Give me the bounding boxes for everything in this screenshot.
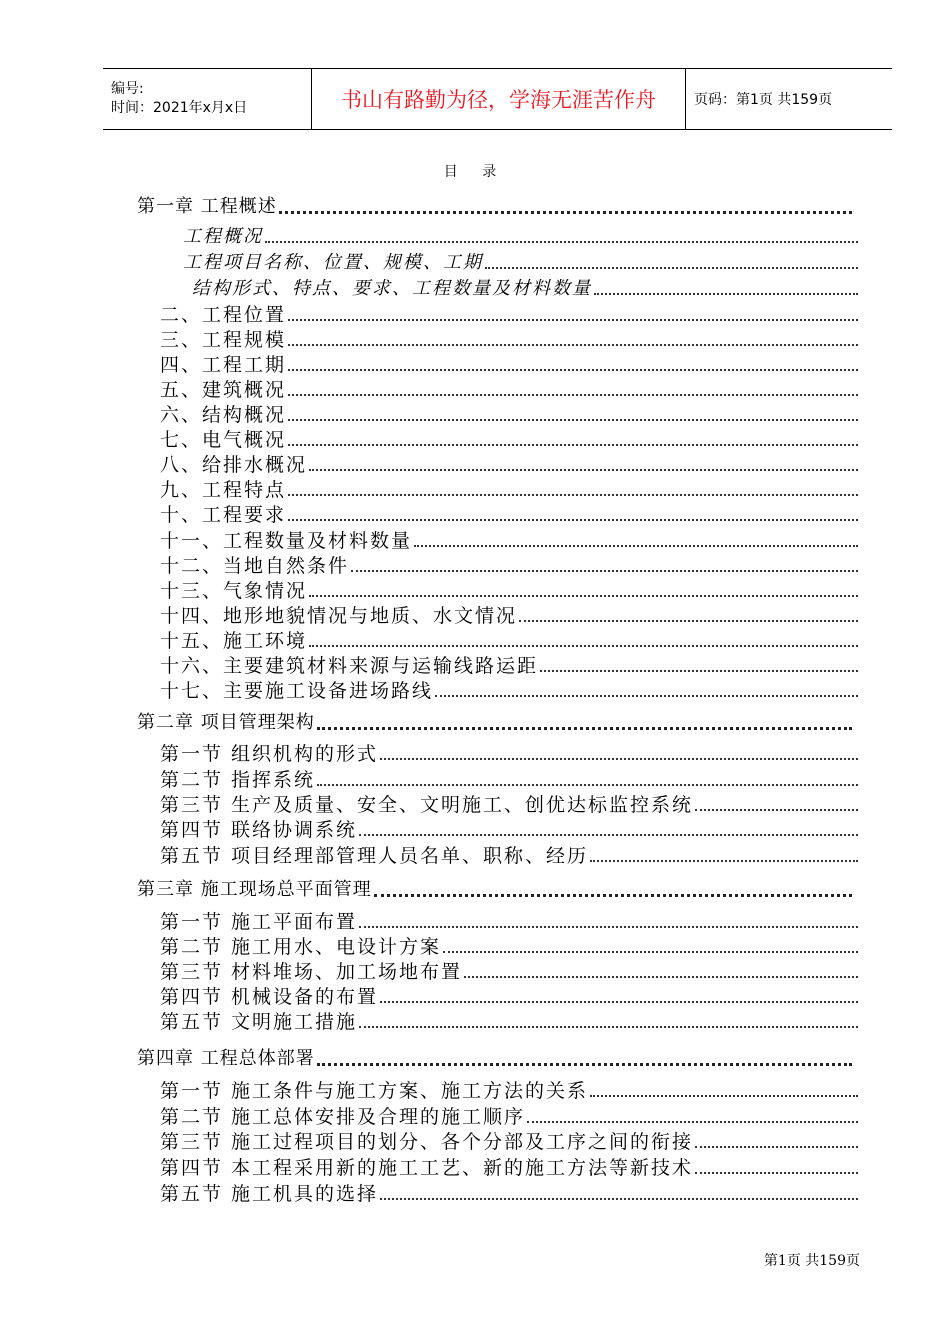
header-right-cell [686,69,892,129]
toc-leader-dots [309,468,858,471]
toc-entry-label: 工程概况 [183,226,263,247]
toc-entry-label: 五、建筑概况 [160,379,287,401]
toc-entry[interactable] [160,652,858,677]
toc-chapter[interactable] [137,193,852,218]
motto-text: 书山有路勤为径，学海无涯苦作舟 [341,88,656,112]
toc-entry-label: 十四、地形地貌情况与地质、水文情况 [160,605,518,627]
toc-leader-dots [288,493,858,496]
toc-entry[interactable] [160,842,858,867]
toc-leader-dots [317,783,858,786]
toc-entry-label: 十二、当地自然条件 [160,555,350,577]
toc-entry[interactable] [160,1077,858,1102]
toc-entry[interactable] [160,426,858,451]
toc-entry-label: 十、工程要求 [160,504,287,526]
toc-entry-label: 结构形式、特点、要求、工程数量及材料数量 [192,278,592,299]
toc-leader-dots [288,343,858,346]
toc-entry[interactable] [160,740,858,765]
toc-leader-dots [309,594,858,597]
toc-entry[interactable] [160,983,858,1008]
toc-entry-label: 第一节 施工条件与施工方案、施工方法的关系 [160,1080,589,1102]
toc-leader-dots [590,1094,858,1097]
toc-leader-dots [590,859,858,862]
toc-leader-dots [695,1145,858,1148]
toc-leader-dots [288,518,858,521]
toc-entry[interactable] [160,677,858,702]
toc-entry-label: 六、结构概况 [160,404,287,426]
toc-entry-label: 第四节 联络协调系统 [160,819,358,841]
toc-entry[interactable] [160,627,858,652]
toc-entry[interactable] [160,476,858,501]
toc-entry-label: 第五节 施工机具的选择 [160,1183,379,1205]
toc-leader-dots [464,975,858,978]
toc-entry-label: 第三节 生产及质量、安全、文明施工、创优达标监控系统 [160,794,694,816]
toc-leader-dots [288,443,858,446]
toc-leader-dots [288,418,858,421]
number-label: 编号: [111,81,144,97]
toc-entry-label: 第三节 材料堆场、加工场地布置 [160,961,463,983]
toc-entry-label: 十七、主要施工设备进场路线 [160,680,434,702]
toc-entry-label: 十六、主要建筑材料来源与运输线路运距 [160,655,539,677]
toc-entry-label: 八、给排水概况 [160,454,308,476]
toc-entry[interactable] [160,1103,858,1128]
toc-entry-label: 十五、施工环境 [160,630,308,652]
toc-entry-label: 第三章 施工现场总平面管理 [137,879,372,900]
toc-entry[interactable] [160,527,858,552]
toc-leader-dots [443,950,858,953]
toc-entry[interactable] [160,1128,858,1153]
toc-entry-label: 三、工程规模 [160,329,287,351]
toc-leader-dots [288,393,858,396]
toc-entry[interactable] [160,351,858,376]
toc-entry[interactable] [160,1008,858,1033]
toc-entry[interactable] [160,933,858,958]
toc-entry-label: 七、电气概况 [160,429,287,451]
toc-leader-dots [265,240,858,243]
toc-entry-label: 第一章 工程概述 [137,196,277,217]
toc-leader-dots [540,669,858,672]
toc-entry[interactable] [192,275,858,300]
toc-entry[interactable] [160,816,858,841]
page-footer: 第1页 共159页 [763,1253,860,1269]
toc-leader-dots [309,644,858,647]
toc-leader-dots [359,925,858,928]
toc-leader-dots [519,619,858,622]
toc-entry[interactable] [160,791,858,816]
toc-entry-label: 第二节 施工用水、电设计方案 [160,936,442,958]
toc-entry-label: 九、工程特点 [160,479,287,501]
toc-entry-label: 第二节 指挥系统 [160,769,316,791]
toc-entry[interactable] [160,401,858,426]
toc-leader-dots [485,266,858,269]
toc-entry[interactable] [160,1154,858,1179]
toc-leader-dots [594,292,858,295]
toc-entry-label: 第五节 文明施工措施 [160,1011,358,1033]
toc-chapter[interactable] [137,876,852,901]
toc-entry[interactable] [160,766,858,791]
toc-entry[interactable] [160,1180,858,1205]
page-info: 页码：第1页 共159页 [694,92,833,108]
header-motto-cell [312,69,686,129]
toc-entry-label: 第二章 项目管理架构 [137,712,315,733]
toc-entry-label: 第五节 项目经理部管理人员名单、职称、经历 [160,845,589,867]
toc-entry[interactable] [160,326,858,351]
toc-chapter[interactable] [137,709,852,734]
toc-entry-label: 第四节 机械设备的布置 [160,986,379,1008]
toc-entry[interactable] [160,376,858,401]
toc-entry-label: 第四节 本工程采用新的施工工艺、新的施工方法等新技术 [160,1157,694,1179]
toc-leader-dots [435,694,858,697]
toc-leader-dots [288,318,858,321]
toc-title: 目 录 [443,164,507,180]
toc-leader-dots [359,833,858,836]
toc-entry-label: 十三、气象情况 [160,580,308,602]
page-header [103,68,892,130]
toc-entry-label: 四、工程工期 [160,354,287,376]
toc-entry[interactable] [160,451,858,476]
toc-entry-label: 十一、工程数量及材料数量 [160,530,413,552]
toc-leader-dots [695,808,858,811]
toc-leader-dots [414,544,858,547]
toc-leader-dots [380,1197,858,1200]
toc-entry-label: 第二节 施工总体安排及合理的施工顺序 [160,1106,526,1128]
time-label: 时间：2021年x月x日 [111,100,248,116]
toc-entry-label: 第一节 施工平面布置 [160,911,358,933]
toc-entry[interactable] [160,958,858,983]
toc-chapter[interactable] [137,1045,852,1070]
toc-entry-label: 第一节 组织机构的形式 [160,743,379,765]
toc-entry-label: 工程项目名称、位置、规模、工期 [183,252,483,273]
toc-leader-dots [359,1025,858,1028]
toc-entry[interactable] [160,577,858,602]
toc-entry-label: 二、工程位置 [160,304,287,326]
toc-leader-dots [317,726,852,730]
toc-leader-dots [288,368,858,371]
toc-leader-dots [527,1120,858,1123]
toc-entry[interactable] [160,301,858,326]
toc-entry[interactable] [160,552,858,577]
toc-leader-dots [279,210,852,214]
toc-leader-dots [380,1000,858,1003]
toc-leader-dots [374,893,852,897]
toc-entry[interactable] [160,602,858,627]
toc-entry[interactable] [160,908,858,933]
toc-leader-dots [380,757,858,760]
toc-leader-dots [695,1171,858,1174]
toc-entry[interactable] [160,501,858,526]
toc-entry-label: 第三节 施工过程项目的划分、各个分部及工序之间的衔接 [160,1131,694,1153]
header-left-cell [103,69,312,129]
toc-entry-label: 第四章 工程总体部署 [137,1048,315,1069]
toc-leader-dots [317,1062,852,1066]
toc-entry[interactable] [183,223,858,248]
toc-entry[interactable] [183,249,858,274]
toc-leader-dots [351,569,858,572]
